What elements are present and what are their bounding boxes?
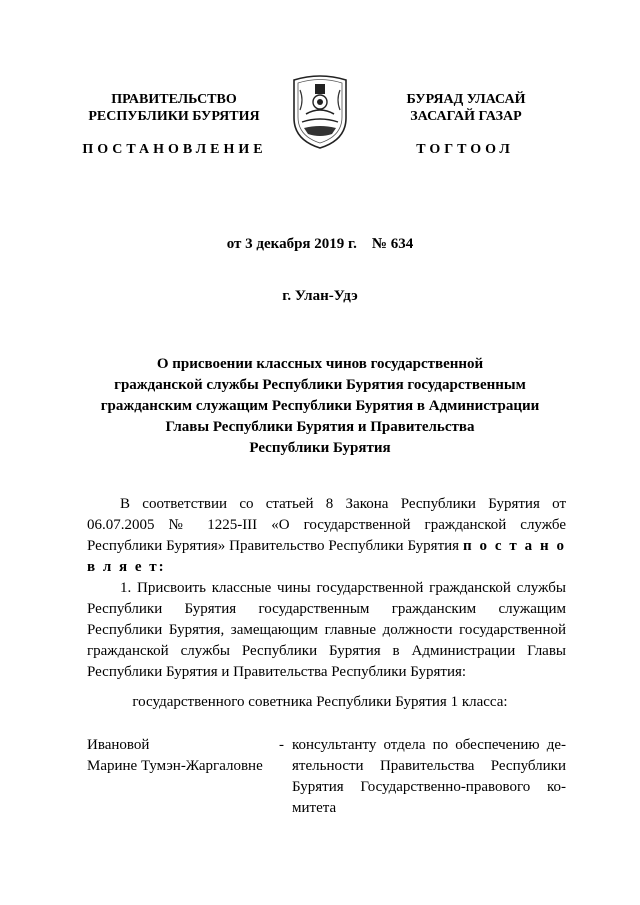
document-type-bur: ТОГТООЛ: [416, 142, 514, 157]
name-position-separator: -: [279, 737, 284, 753]
government-name-bur-line1: БУРЯАД УЛАСАЙ: [406, 92, 526, 107]
title-line: Республики Бурятия: [249, 440, 391, 456]
government-name-bur-line2: ЗАСАГАЙ ГАЗАР: [410, 109, 522, 124]
document-title: [80, 354, 560, 459]
title-line: Главы Республики Бурятия и Правительства: [165, 419, 475, 435]
preamble-text: В соответствии со статьей 8 Закона Республики Бурятия от 06.07.2005 № 1225-III «О государственной гражданской службе Республики Бурятия» Правительство Республики Бурятия: [87, 496, 566, 554]
resolves-emphasis: п о с т а н о в л я е т:: [87, 538, 567, 575]
city: г. Улан-Удэ: [282, 288, 358, 304]
position-line: митета: [292, 800, 337, 816]
title-line: гражданской службы Республики Бурятия государственным: [114, 377, 526, 393]
preamble-paragraph: [87, 494, 566, 578]
document-type-ru: ПОСТАНОВЛЕНИЕ: [82, 142, 267, 157]
position-line: консультанту отдела по обеспечению де-: [292, 737, 566, 753]
title-line: О присвоении классных чинов государственной: [156, 356, 484, 372]
appointee-position: [292, 735, 566, 819]
header-left-block: [78, 91, 270, 125]
title-line: гражданским служащим Республики Бурятия в Администрации: [100, 398, 540, 414]
position-line: ятельности Правительства Республики: [292, 758, 566, 774]
appointee-surname: Ивановой: [87, 737, 150, 753]
date-and-number: от 3 декабря 2019 г. № 634: [226, 236, 414, 252]
government-name-line1: ПРАВИТЕЛЬСТВО: [111, 92, 237, 107]
appointee-name: [87, 735, 267, 777]
position-line: Бурятия Государственно-правового ко-: [292, 779, 566, 795]
government-name-line2: РЕСПУБЛИКИ БУРЯТИЯ: [88, 109, 260, 124]
appointee-given-names: Марине Тумэн-Жаргаловне: [87, 758, 263, 774]
item-1-paragraph: 1. Присвоить классные чины государственной гражданской службы Республики Бурятия государственным гражданским служащим Республики Бурятия, замещающим главные должности государственной гражданской службы Республики Бурятия в Администрации Главы Республики Бурятия и Правительства Республики Бурятия:: [87, 580, 566, 680]
header-right-block: [370, 91, 562, 125]
coat-of-arms-icon: [288, 70, 352, 152]
rank-heading: государственного советника Республики Бурятия 1 класса:: [132, 694, 508, 710]
